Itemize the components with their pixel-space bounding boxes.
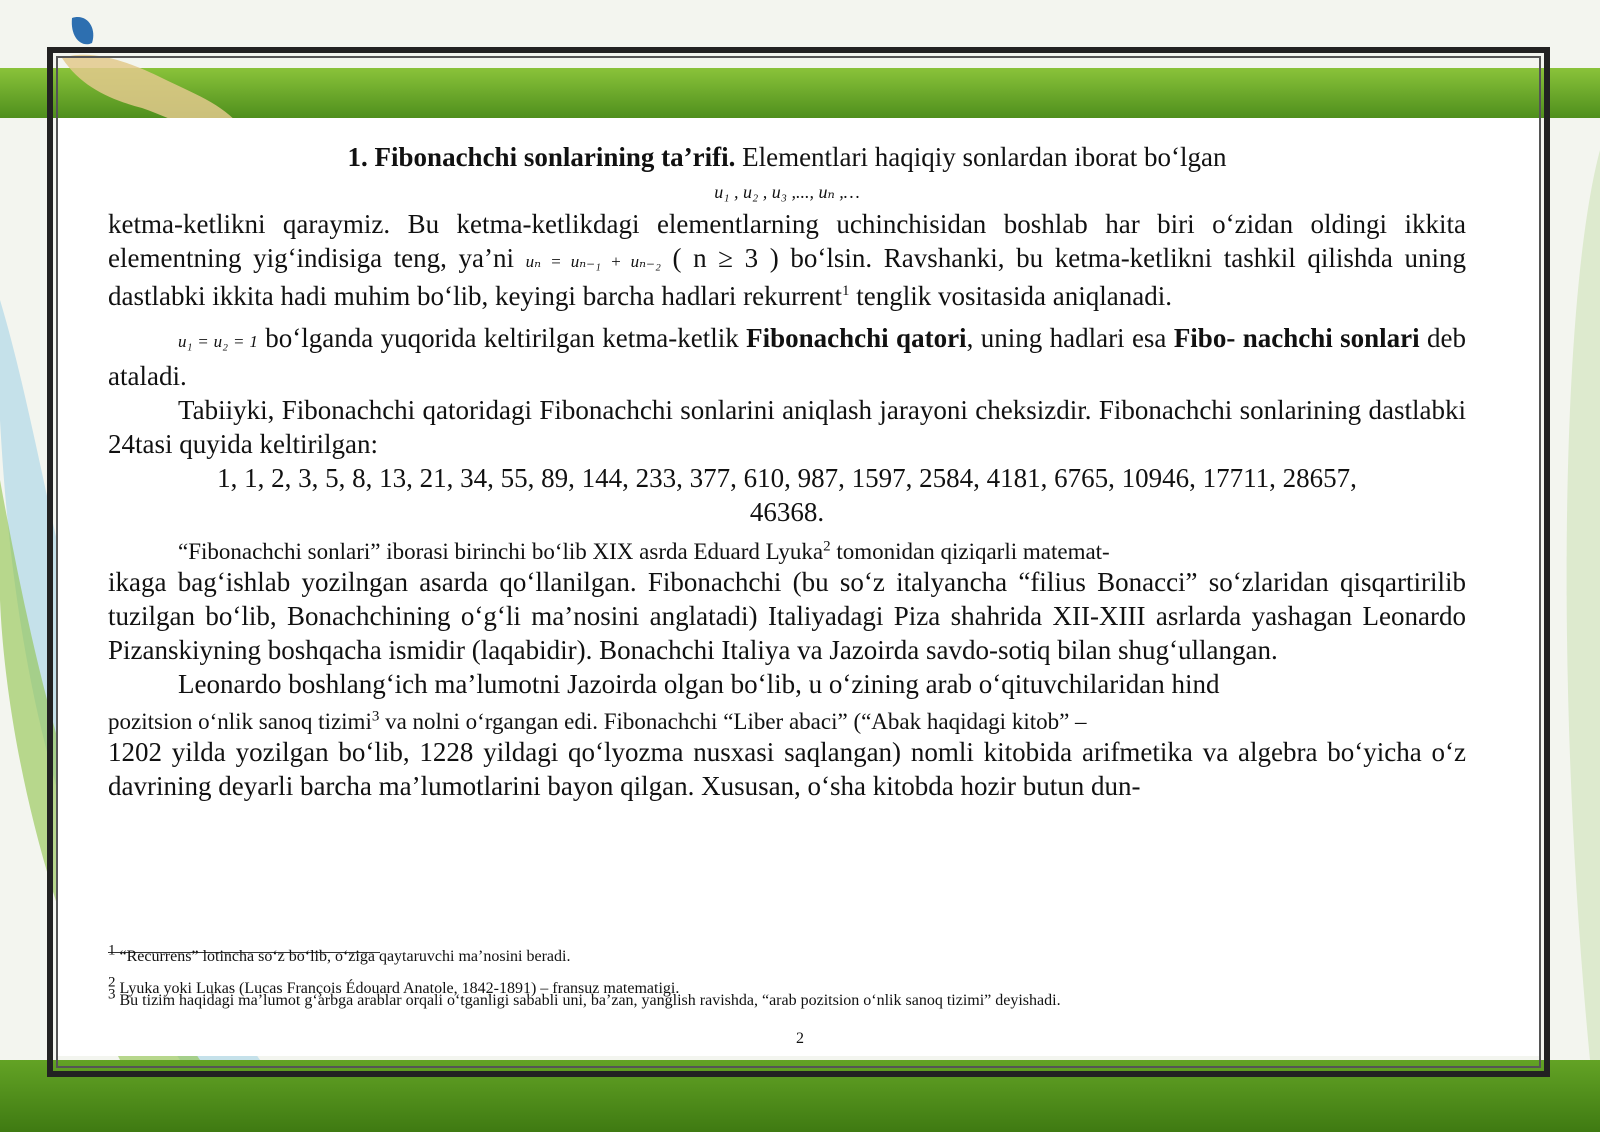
paragraph-3: Tabiiyki, Fibonachchi qatoridagi Fibonachchi sonlarini aniqlash jarayoni cheksizdir. Fibonachchi sonlarining dastlabki 24tasi quyida keltirilgan: (108, 395, 1466, 459)
sequence-formula-text: u₁ , u₂ , u₃ ,..., uₙ ,… (714, 182, 860, 202)
paragraph-5-first-line: Leonardo boshlang‘ich ma’lumotni Jazoirda olgan bo‘lib, u o‘zining arab o‘qituvchilaridan hind (178, 669, 1220, 699)
footnote-ref-3: 3 (371, 708, 380, 725)
footnote-1 (108, 942, 571, 966)
initial-condition-formula: u₁ = u₂ = 1 (178, 332, 258, 351)
footnote-1-mark: 1 (108, 942, 116, 959)
paragraph-4-first-line (108, 539, 1466, 565)
paragraph-2 (108, 321, 1466, 393)
paragraph-2-text-3: deb ataladi. (108, 323, 1466, 391)
term-fibonacci-series: Fibonachchi qatori (746, 323, 967, 353)
sequence-formula (108, 174, 1466, 207)
paragraph-5-line2b: va nolni o‘rgangan edi. Fibonachchi “Liber abaci” (“Abak haqidagi kitob” – (379, 709, 1087, 734)
paragraph-5: 1202 yilda yozilgan bo‘lib, 1228 yildagi qo‘lyozma nusxasi saqlangan) nomli kitobida arifmetika va algebra bo‘yicha o‘z davrining deyarli barcha ma’lumotlarini bayon qilgan. Xususan, o‘sha kitobda hozir butun dun- (108, 737, 1466, 801)
paragraph-4-line1b: tomonidan qiziqarli matemat- (830, 539, 1110, 564)
fibonacci-numbers-line-1: 1, 1, 2, 3, 5, 8, 13, 21, 34, 55, 89, 144, 233, 377, 610, 987, 1597, 2584, 4181, 6765, 10946, 17711, 28657, (217, 463, 1357, 493)
title-bold: 1. Fibonachchi sonlarining ta’rifi. (347, 142, 736, 172)
footnote-3-mark: 3 (108, 986, 116, 1003)
footnote-3-text: Bu tizim haqidagi ma’lumot g‘arbga arablar orqali o‘tganligi sababli uni, ba’zan, yanglish ravishda, “arab pozitsion o‘nlik sanoq tizimi” deyishadi. (115, 992, 1061, 1009)
paragraph-1-text-2: bo‘lsin. Ravshanki, bu ketma-ketlikni tashkil qilishda uning dastlabki ikkita hadi muhim bo‘lib, keyingi barcha hadlari rekurrent (108, 243, 1466, 311)
footnote-ref-1: 1 (842, 283, 850, 299)
paragraph-4-line1a: “Fibonachchi sonlari” iborasi birinchi bo‘lib XIX asrda Eduard Lyuka (178, 539, 824, 564)
term-fibonacci-numbers: Fibo- nachchi sonlari (1173, 323, 1420, 353)
paragraph-4: ikaga bag‘ishlab yozilngan asarda qo‘llanilgan. Fibonachchi (bu so‘z italyancha “filius Bonacci” so‘zlaridan qisqartirilib tuzilgan bo‘lib, Bonachchining o‘g‘li ma’nosini anglatadi) Italiyadagi Piza shahrida XII-XIII asrlarda yashagan Leonardo Pizanskiyning boshqacha ismidir (laqabidir). Bonachchi Italiya va Jazoirda savdo-sotiq bilan shug‘ullangan. (108, 567, 1466, 665)
title-rest: Elementlari haqiqiy sonlardan iborat bo‘lgan (735, 142, 1227, 172)
page-number: 2 (796, 1030, 804, 1047)
paragraph-1-text-3: tenglik vositasida aniqlanadi. (849, 281, 1172, 311)
paragraph-2-text: bo‘lganda yuqorida keltirilgan ketma-ketlik (257, 323, 747, 353)
document-body (108, 140, 1466, 803)
fibonacci-numbers-line-2: 46368. (749, 497, 825, 527)
paragraph-5-line2a: pozitsion o‘nlik sanoq tizimi (108, 709, 372, 734)
footnote-2-text: Lyuka yoki Lukas (Lucas François Édouard Anatole, 1842-1891) – fransuz matematigi. (115, 980, 680, 997)
paragraph-2-text-2: , uning hadlari esa (966, 323, 1174, 353)
paragraph-5-second-line (108, 709, 1466, 735)
footnote-2-mark: 2 (108, 974, 116, 991)
footnote-1-text: “Recurrens” lotincha so‘z bo‘lib, o‘ziga qaytaruvchi ma’nosini beradi. (115, 948, 571, 965)
paragraph-1 (108, 207, 1466, 313)
recurrence-condition: ( n ≥ 3 ) (660, 243, 779, 273)
section-title (108, 140, 1466, 174)
recurrence-formula: uₙ = uₙ₋₁ + uₙ₋₂ (525, 252, 661, 271)
footnote-ref-2: 2 (823, 538, 831, 555)
paragraph-1-text: ketma-ketlikni qaraymiz. Bu ketma-ketlikdagi elementlarning uchinchisidan boshlab har biri o‘zidan oldingi ikkita elementning yig‘indisiga teng, ya’ni (108, 209, 1466, 273)
